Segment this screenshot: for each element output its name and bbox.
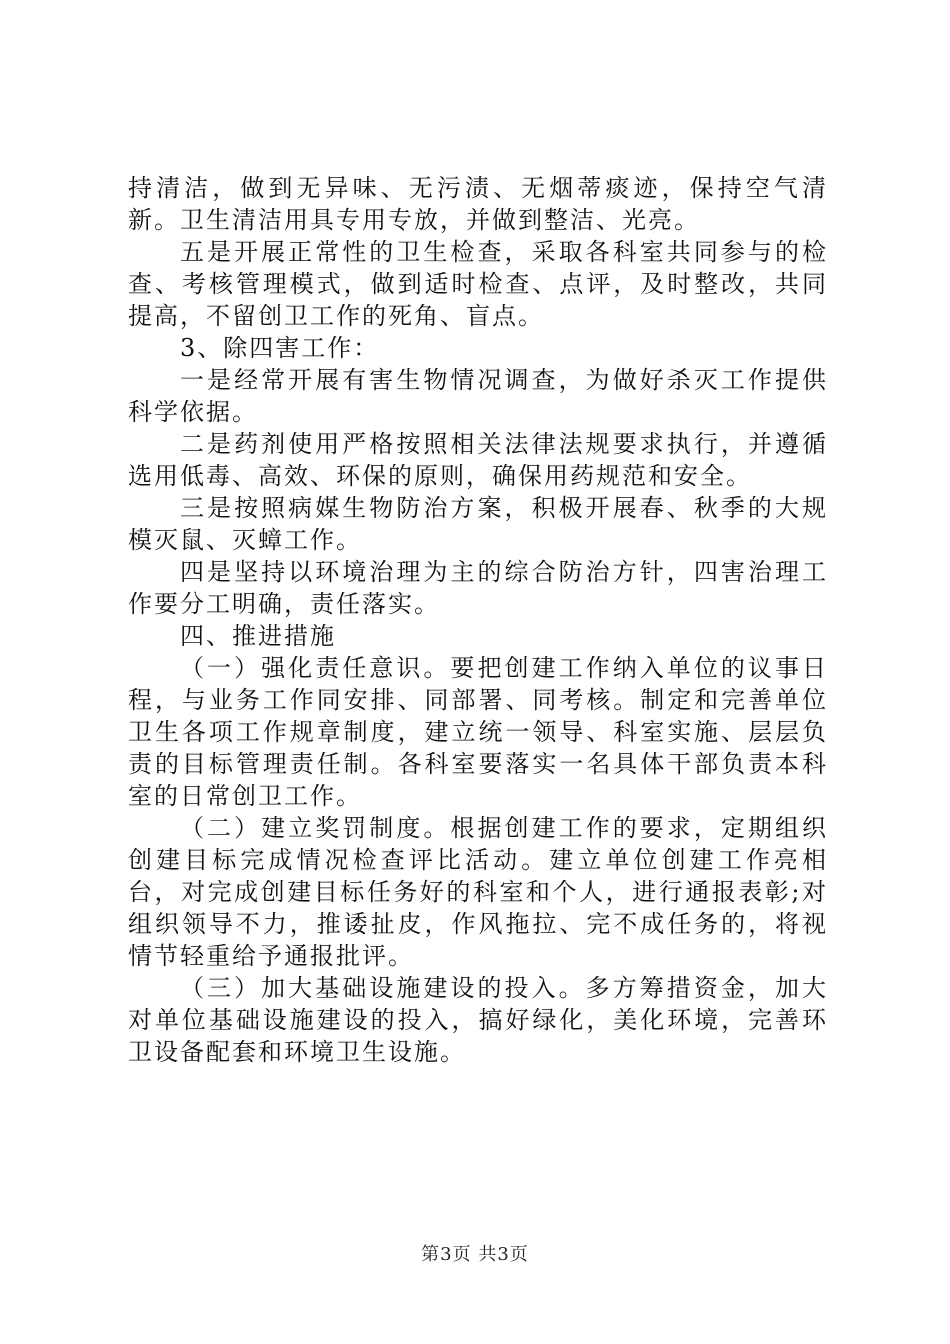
paragraph: 一是经常开展有害生物情况调查，为做好杀灭工作提供科学依据。: [128, 366, 828, 426]
page-number-footer: 第3页 共3页: [421, 1244, 529, 1265]
paragraph: 二是药剂使用严格按照相关法律法规要求执行，并遵循选用低毒、高效、环保的原则，确保用药规范和安全。: [128, 430, 828, 490]
paragraph: 持清洁，做到无异味、无污渍、无烟蒂痰迹，保持空气清新。卫生清洁用具专用专放，并做到整洁、光亮。: [128, 174, 828, 234]
document-body: [128, 172, 828, 1068]
paragraph: 五是开展正常性的卫生检查，采取各科室共同参与的检查、考核管理模式，做到适时检查、点评，及时整改，共同提高，不留创卫工作的死角、盲点。: [128, 238, 828, 330]
paragraph: 三是按照病媒生物防治方案，积极开展春、秋季的大规模灭鼠、灭蟑工作。: [128, 494, 828, 554]
paragraph: （二）建立奖罚制度。根据创建工作的要求，定期组织创建目标完成情况检查评比活动。建立单位创建工作亮相台，对完成创建目标任务好的科室和个人，进行通报表彰;对组织领导不力，推诿扯皮，作风拖拉、完不成任务的，将视情节轻重给予通报批评。: [128, 814, 828, 970]
paragraph: 四是坚持以环境治理为主的综合防治方针，四害治理工作要分工明确，责任落实。: [128, 558, 828, 618]
section-heading: 3、除四害工作：: [180, 334, 380, 362]
paragraph: （一）强化责任意识。要把创建工作纳入单位的议事日程，与业务工作同安排、同部署、同考核。制定和完善单位卫生各项工作规章制度，建立统一领导、科室实施、层层负责的目标管理责任制。各科室要落实一名具体干部负责本科室的日常创卫工作。: [128, 654, 828, 810]
paragraph: （三）加大基础设施建设的投入。多方筹措资金，加大对单位基础设施建设的投入，搞好绿化，美化环境，完善环卫设备配套和环境卫生设施。: [128, 974, 828, 1066]
section-heading: 四、推进措施: [180, 622, 336, 650]
